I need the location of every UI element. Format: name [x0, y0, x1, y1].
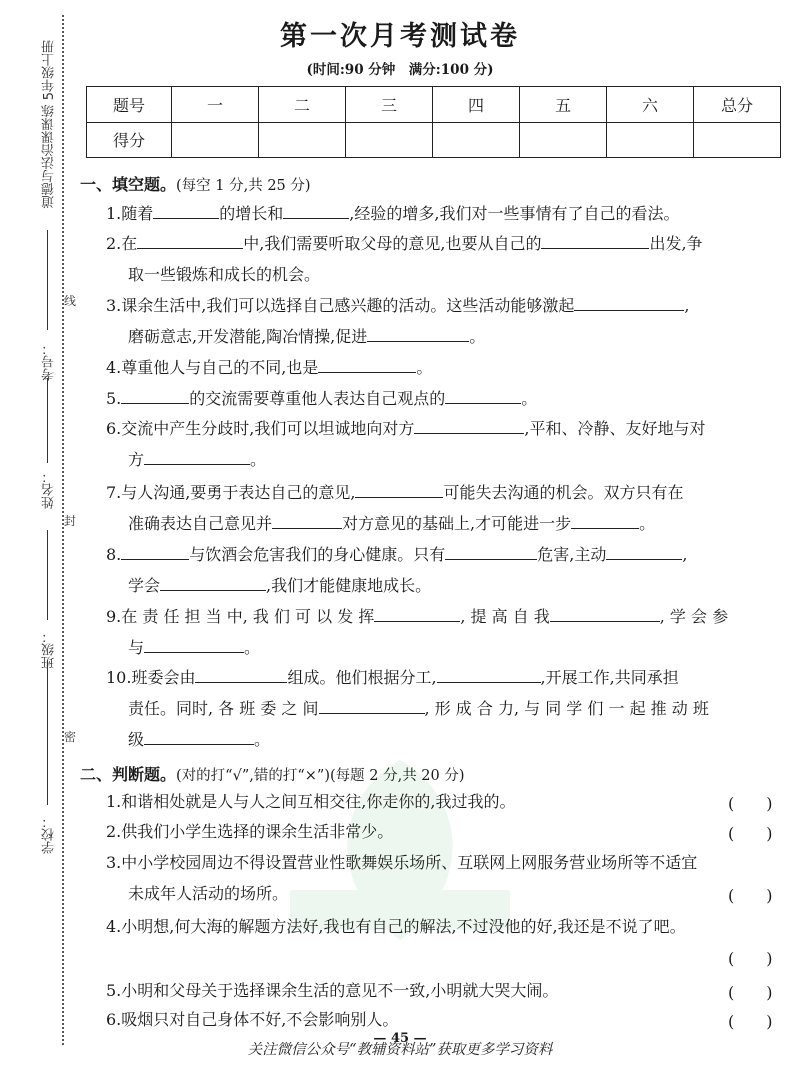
judge-question-1: 1.和谐相处就是人与人之间互相交往,你走你的,我过我的。: [106, 792, 516, 811]
answer-blank[interactable]: [195, 664, 287, 683]
answer-blank[interactable]: [550, 603, 660, 622]
judge-question-6: 6.吸烟只对自己身体不好,不会影响别人。: [106, 1010, 399, 1029]
section1-title: 一、填空题。: [80, 175, 177, 194]
name-line: [47, 378, 48, 463]
answer-blank[interactable]: [144, 634, 244, 653]
fill-question-5: 5. 的交流需要尊重他人表达自己观点的 。: [106, 383, 786, 414]
score-cell[interactable]: [694, 122, 781, 158]
score-cell[interactable]: [433, 122, 520, 158]
section1-heading: [80, 172, 311, 195]
score-header-cell: 题号: [87, 87, 172, 123]
answer-blank[interactable]: [137, 230, 243, 249]
score-header-cell: 五: [520, 87, 607, 123]
score-header-cell: 二: [259, 87, 346, 123]
fill-question-9: 9.在 责 任 担 当 中, 我 们 可 以 发 挥 , 提 高 自 我 , 学 会 参 与 。: [106, 601, 786, 663]
score-table: [86, 86, 781, 158]
page-subtitle: (时间:90 分钟 满分:100 分): [306, 62, 494, 78]
school-label: 学校：: [42, 815, 57, 854]
class-line: [47, 530, 48, 620]
answer-blank[interactable]: [541, 230, 649, 249]
answer-paren[interactable]: ( ): [728, 824, 773, 843]
judge-question-2: 2.供我们小学生选择的课余生活非常少。: [106, 822, 394, 841]
judge-question-5: 5.小明和父母关于选择课余生活的意见不一致,小明就大哭大闹。: [106, 981, 559, 1000]
score-cell[interactable]: [607, 122, 694, 158]
answer-blank[interactable]: [355, 479, 443, 498]
judge-question-4: 4.小明想,何大海的解题方法好,我也有自己的解法,不过没他的好,我还是不说了吧。: [106, 917, 686, 936]
score-row-label: 得分: [87, 122, 172, 158]
answer-blank[interactable]: [445, 385, 521, 404]
fill-question-2: 2.在 中,我们需要听取父母的意见,也要从自己的 出发,争 取一些锻炼和成长的机会。: [106, 228, 786, 290]
answer-blank[interactable]: [367, 323, 469, 342]
answer-blank[interactable]: [319, 695, 425, 714]
score-header-cell: 三: [346, 87, 433, 123]
fill-question-4: 4.尊重他人与自己的不同,也是 。: [106, 352, 786, 383]
answer-paren[interactable]: ( ): [728, 983, 773, 1002]
answer-paren[interactable]: ( ): [728, 1012, 773, 1031]
fill-question-3: 3.课余生活中,我们可以选择自己感兴趣的活动。这些活动能够激起 , 磨砺意志,开发潜能,陶冶情操,促进 。: [106, 290, 786, 352]
answer-blank[interactable]: [574, 292, 684, 311]
score-cell[interactable]: [346, 122, 433, 158]
fill-question-10: 10.班委会由 组成。他们根据分工, ,开展工作,共同承担 责任。同时, 各 班 委 之 间 , 形 成 合 力, 与 同 学 们 一 起 推 动 班 级 。: [106, 662, 786, 755]
answer-blank[interactable]: [414, 415, 524, 434]
fill-question-7: 7.与人沟通,要勇于表达自己的意见, 可能失去沟通的机会。双方只有在 准确表达自己意见并 对方意见的基础上,才可能进一步 。: [106, 477, 786, 539]
seal-char-seal: 封: [64, 514, 77, 528]
series-label: 道德与法治课课练 5年级上册: [42, 40, 57, 209]
score-table-score-row: [87, 122, 781, 158]
school-line: [47, 660, 48, 805]
answer-paren[interactable]: ( ): [728, 886, 773, 905]
name-label: 姓名：: [42, 470, 57, 509]
answer-blank[interactable]: [153, 200, 219, 219]
answer-blank[interactable]: [272, 510, 342, 529]
answer-blank[interactable]: [437, 664, 541, 683]
section2-title: 二、判断题。: [80, 765, 177, 784]
answer-blank[interactable]: [121, 385, 189, 404]
judge-question-3: 3.中小学校园周边不得设置营业性歌舞娱乐场所、互联网上网服务营业场所等不适宜 未成年人活动的场所。: [106, 853, 698, 903]
class-label: 班级：: [42, 630, 57, 669]
section2-heading: [80, 762, 465, 785]
score-cell[interactable]: [259, 122, 346, 158]
answer-blank[interactable]: [445, 541, 537, 560]
answer-blank[interactable]: [144, 726, 254, 745]
section2-note: (对的打“√”,错的打“×”)(每题 2 分,共 20 分): [176, 768, 465, 784]
exam-no-line: [47, 230, 48, 330]
score-header-cell: 一: [172, 87, 259, 123]
score-header-cell: 总分: [694, 87, 781, 123]
exam-no-label: 考号：: [42, 342, 57, 381]
answer-blank[interactable]: [160, 572, 266, 591]
answer-blank[interactable]: [144, 446, 250, 465]
answer-blank[interactable]: [318, 354, 416, 373]
score-cell[interactable]: [172, 122, 259, 158]
binding-dashed-line: [62, 15, 64, 1045]
footer-promo-text: 关注微信公众号“教辅资料站”获取更多学习资料: [247, 1042, 553, 1058]
answer-blank[interactable]: [283, 200, 349, 219]
fill-question-6: 6.交流中产生分歧时,我们可以坦诚地向对方 ,平和、冷静、友好地与对 方 。: [106, 413, 786, 475]
answer-blank[interactable]: [374, 603, 460, 622]
answer-blank[interactable]: [606, 541, 682, 560]
section1-note: (每空 1 分,共 25 分): [176, 178, 311, 194]
answer-paren[interactable]: ( ): [728, 949, 773, 968]
fill-question-1: 1.随着 的增长和 ,经验的增多,我们对一些事情有了自己的看法。: [106, 198, 786, 229]
score-header-cell: 四: [433, 87, 520, 123]
seal-char-secret: 密: [64, 730, 77, 744]
page-number: — 45 —: [373, 1031, 427, 1046]
score-header-cell: 六: [607, 87, 694, 123]
answer-blank[interactable]: [121, 541, 189, 560]
answer-paren[interactable]: ( ): [728, 794, 773, 813]
seal-char-line: 线: [64, 294, 77, 308]
answer-blank[interactable]: [571, 510, 639, 529]
page-title: 第一次月考测试卷: [280, 21, 520, 52]
score-cell[interactable]: [520, 122, 607, 158]
fill-question-8: 8. 与饮酒会危害我们的身心健康。只有 危害,主动 , 学会 ,我们才能健康地成长。: [106, 539, 786, 601]
score-table-header-row: [87, 87, 781, 123]
